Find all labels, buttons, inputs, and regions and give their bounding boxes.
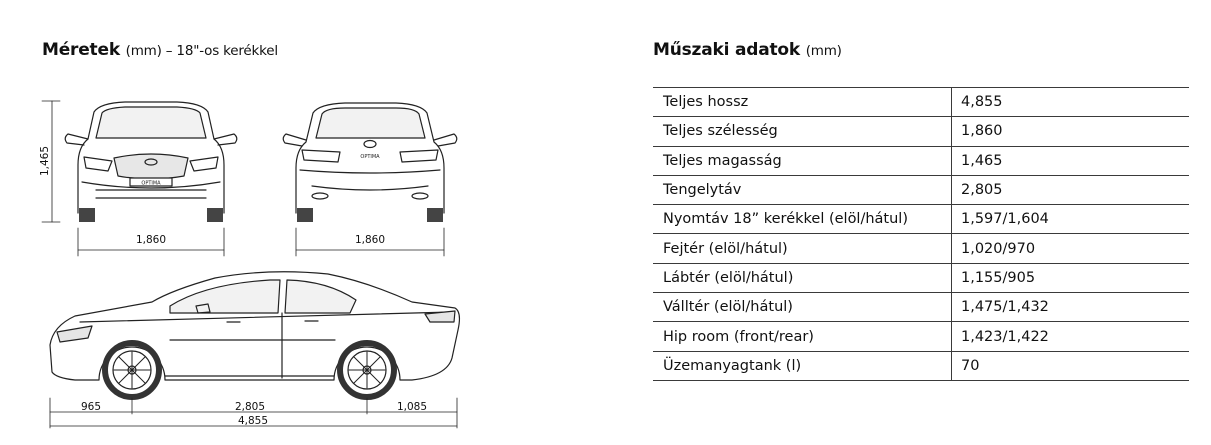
spec-value: 4,855	[952, 88, 1190, 117]
table-row	[653, 117, 1189, 146]
spec-value: 1,155/905	[952, 263, 1190, 292]
car-front-view	[65, 102, 237, 222]
specs-title-text: Műszaki adatok	[653, 40, 800, 60]
front-badge: OPTIMA	[141, 180, 161, 187]
table-row	[653, 293, 1189, 322]
spec-label: Válltér (elöl/hátul)	[653, 293, 952, 322]
spec-value: 1,597/1,604	[952, 205, 1190, 234]
table-row	[653, 205, 1189, 234]
spec-value: 70	[952, 351, 1190, 380]
rear-overhang-label: 1,085	[396, 401, 428, 413]
rear-badge: OPTIMA	[360, 154, 380, 160]
table-row	[653, 351, 1189, 380]
spec-label: Nyomtáv 18” kerékkel (elöl/hátul)	[653, 205, 952, 234]
table-row	[653, 234, 1189, 263]
table-row	[653, 263, 1189, 292]
car-side-view	[50, 272, 459, 380]
table-row	[653, 175, 1189, 204]
total-length-label: 4,855	[237, 415, 269, 427]
table-row	[653, 322, 1189, 351]
front-height-label: 1,465	[39, 145, 51, 177]
spec-value: 1,465	[952, 146, 1190, 175]
spec-value: 1,423/1,422	[952, 322, 1190, 351]
specs-title	[653, 40, 842, 60]
spec-label: Teljes hossz	[653, 88, 952, 117]
table-row	[653, 146, 1189, 175]
spec-label: Üzemanyagtank (l)	[653, 351, 952, 380]
spec-label: Tengelytáv	[653, 175, 952, 204]
spec-value: 1,860	[952, 117, 1190, 146]
spec-label: Hip room (front/rear)	[653, 322, 952, 351]
spec-value: 1,475/1,432	[952, 293, 1190, 322]
car-rear-view	[283, 103, 457, 222]
front-width-label: 1,860	[135, 234, 167, 246]
front-overhang-label: 965	[80, 401, 102, 413]
spec-label: Teljes szélesség	[653, 117, 952, 146]
spec-label: Lábtér (elöl/hátul)	[653, 263, 952, 292]
specs-table	[653, 87, 1189, 381]
dimensions-title-text: Méretek	[42, 40, 120, 60]
wheelbase-label: 2,805	[234, 401, 266, 413]
table-row	[653, 88, 1189, 117]
rear-width-label: 1,860	[354, 234, 386, 246]
specs-unit: (mm)	[805, 43, 842, 59]
spec-label: Fejtér (elöl/hátul)	[653, 234, 952, 263]
spec-value: 2,805	[952, 175, 1190, 204]
spec-value: 1,020/970	[952, 234, 1190, 263]
spec-label: Teljes magasság	[653, 146, 952, 175]
dimensions-subtitle: (mm) – 18"-os kerékkel	[125, 43, 278, 59]
